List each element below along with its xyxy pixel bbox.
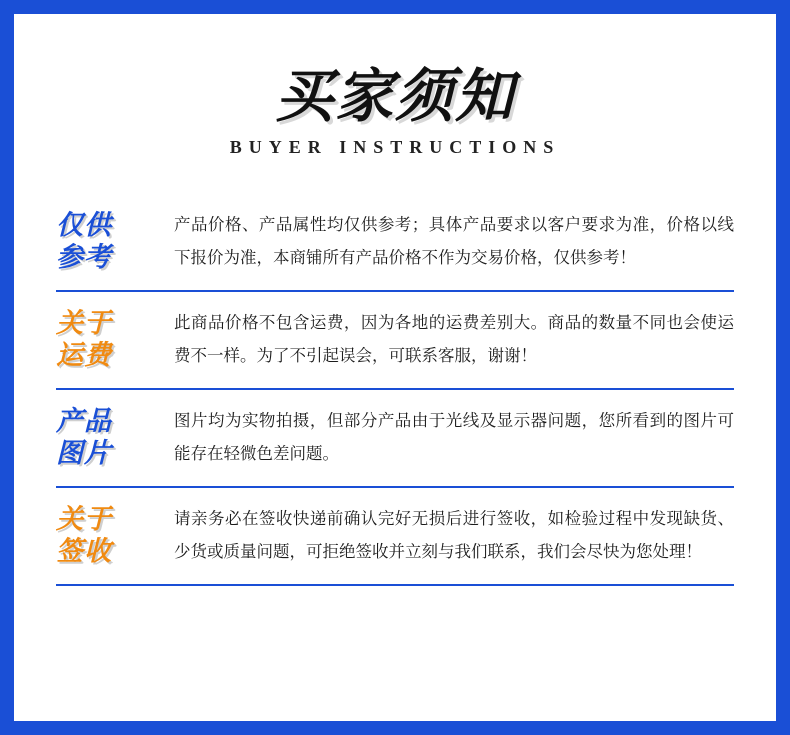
list-item — [56, 390, 734, 488]
instruction-list — [56, 194, 734, 586]
list-item — [56, 488, 734, 586]
section-tag-line1: 产品 — [56, 405, 112, 437]
section-tag — [56, 502, 160, 568]
section-tag-line1: 仅供 — [56, 209, 112, 241]
section-tag — [56, 208, 160, 274]
section-tag-line1: 关于 — [56, 503, 112, 535]
list-item — [56, 292, 734, 390]
content-card — [14, 14, 776, 721]
section-text: 此商品价格不包含运费，因为各地的运费差别大。商品的数量不同也会使运费不一样。为了不引起误会，可联系客服，谢谢！ — [174, 312, 734, 365]
section-tag-line1: 关于 — [56, 307, 112, 339]
page-subtitle: BUYER INSTRUCTIONS — [229, 136, 561, 157]
section-text: 图片均为实物拍摄，但部分产品由于光线及显示器问题，您所看到的图片可能存在轻微色差问题。 — [174, 410, 734, 463]
section-tag-line2: 参考 — [56, 241, 112, 273]
banner-header — [56, 42, 734, 168]
list-item — [56, 194, 734, 292]
section-text: 请亲务必在签收快递前确认完好无损后进行签收，如检验过程中发现缺货、少货或质量问题，可拒绝签收并立刻与我们联系，我们会尽快为您处理！ — [174, 508, 734, 561]
section-text: 产品价格、产品属性均仅供参考；具体产品要求以客户要求为准，价格以线下报价为准，本商铺所有产品价格不作为交易价格，仅供参考！ — [174, 214, 734, 267]
page-title: 买家须知 — [274, 62, 515, 130]
section-tag — [56, 404, 160, 470]
section-tag-line2: 图片 — [56, 437, 112, 469]
section-tag-line2: 运费 — [56, 339, 112, 371]
section-tag — [56, 306, 160, 372]
section-tag-line2: 签收 — [56, 535, 112, 567]
